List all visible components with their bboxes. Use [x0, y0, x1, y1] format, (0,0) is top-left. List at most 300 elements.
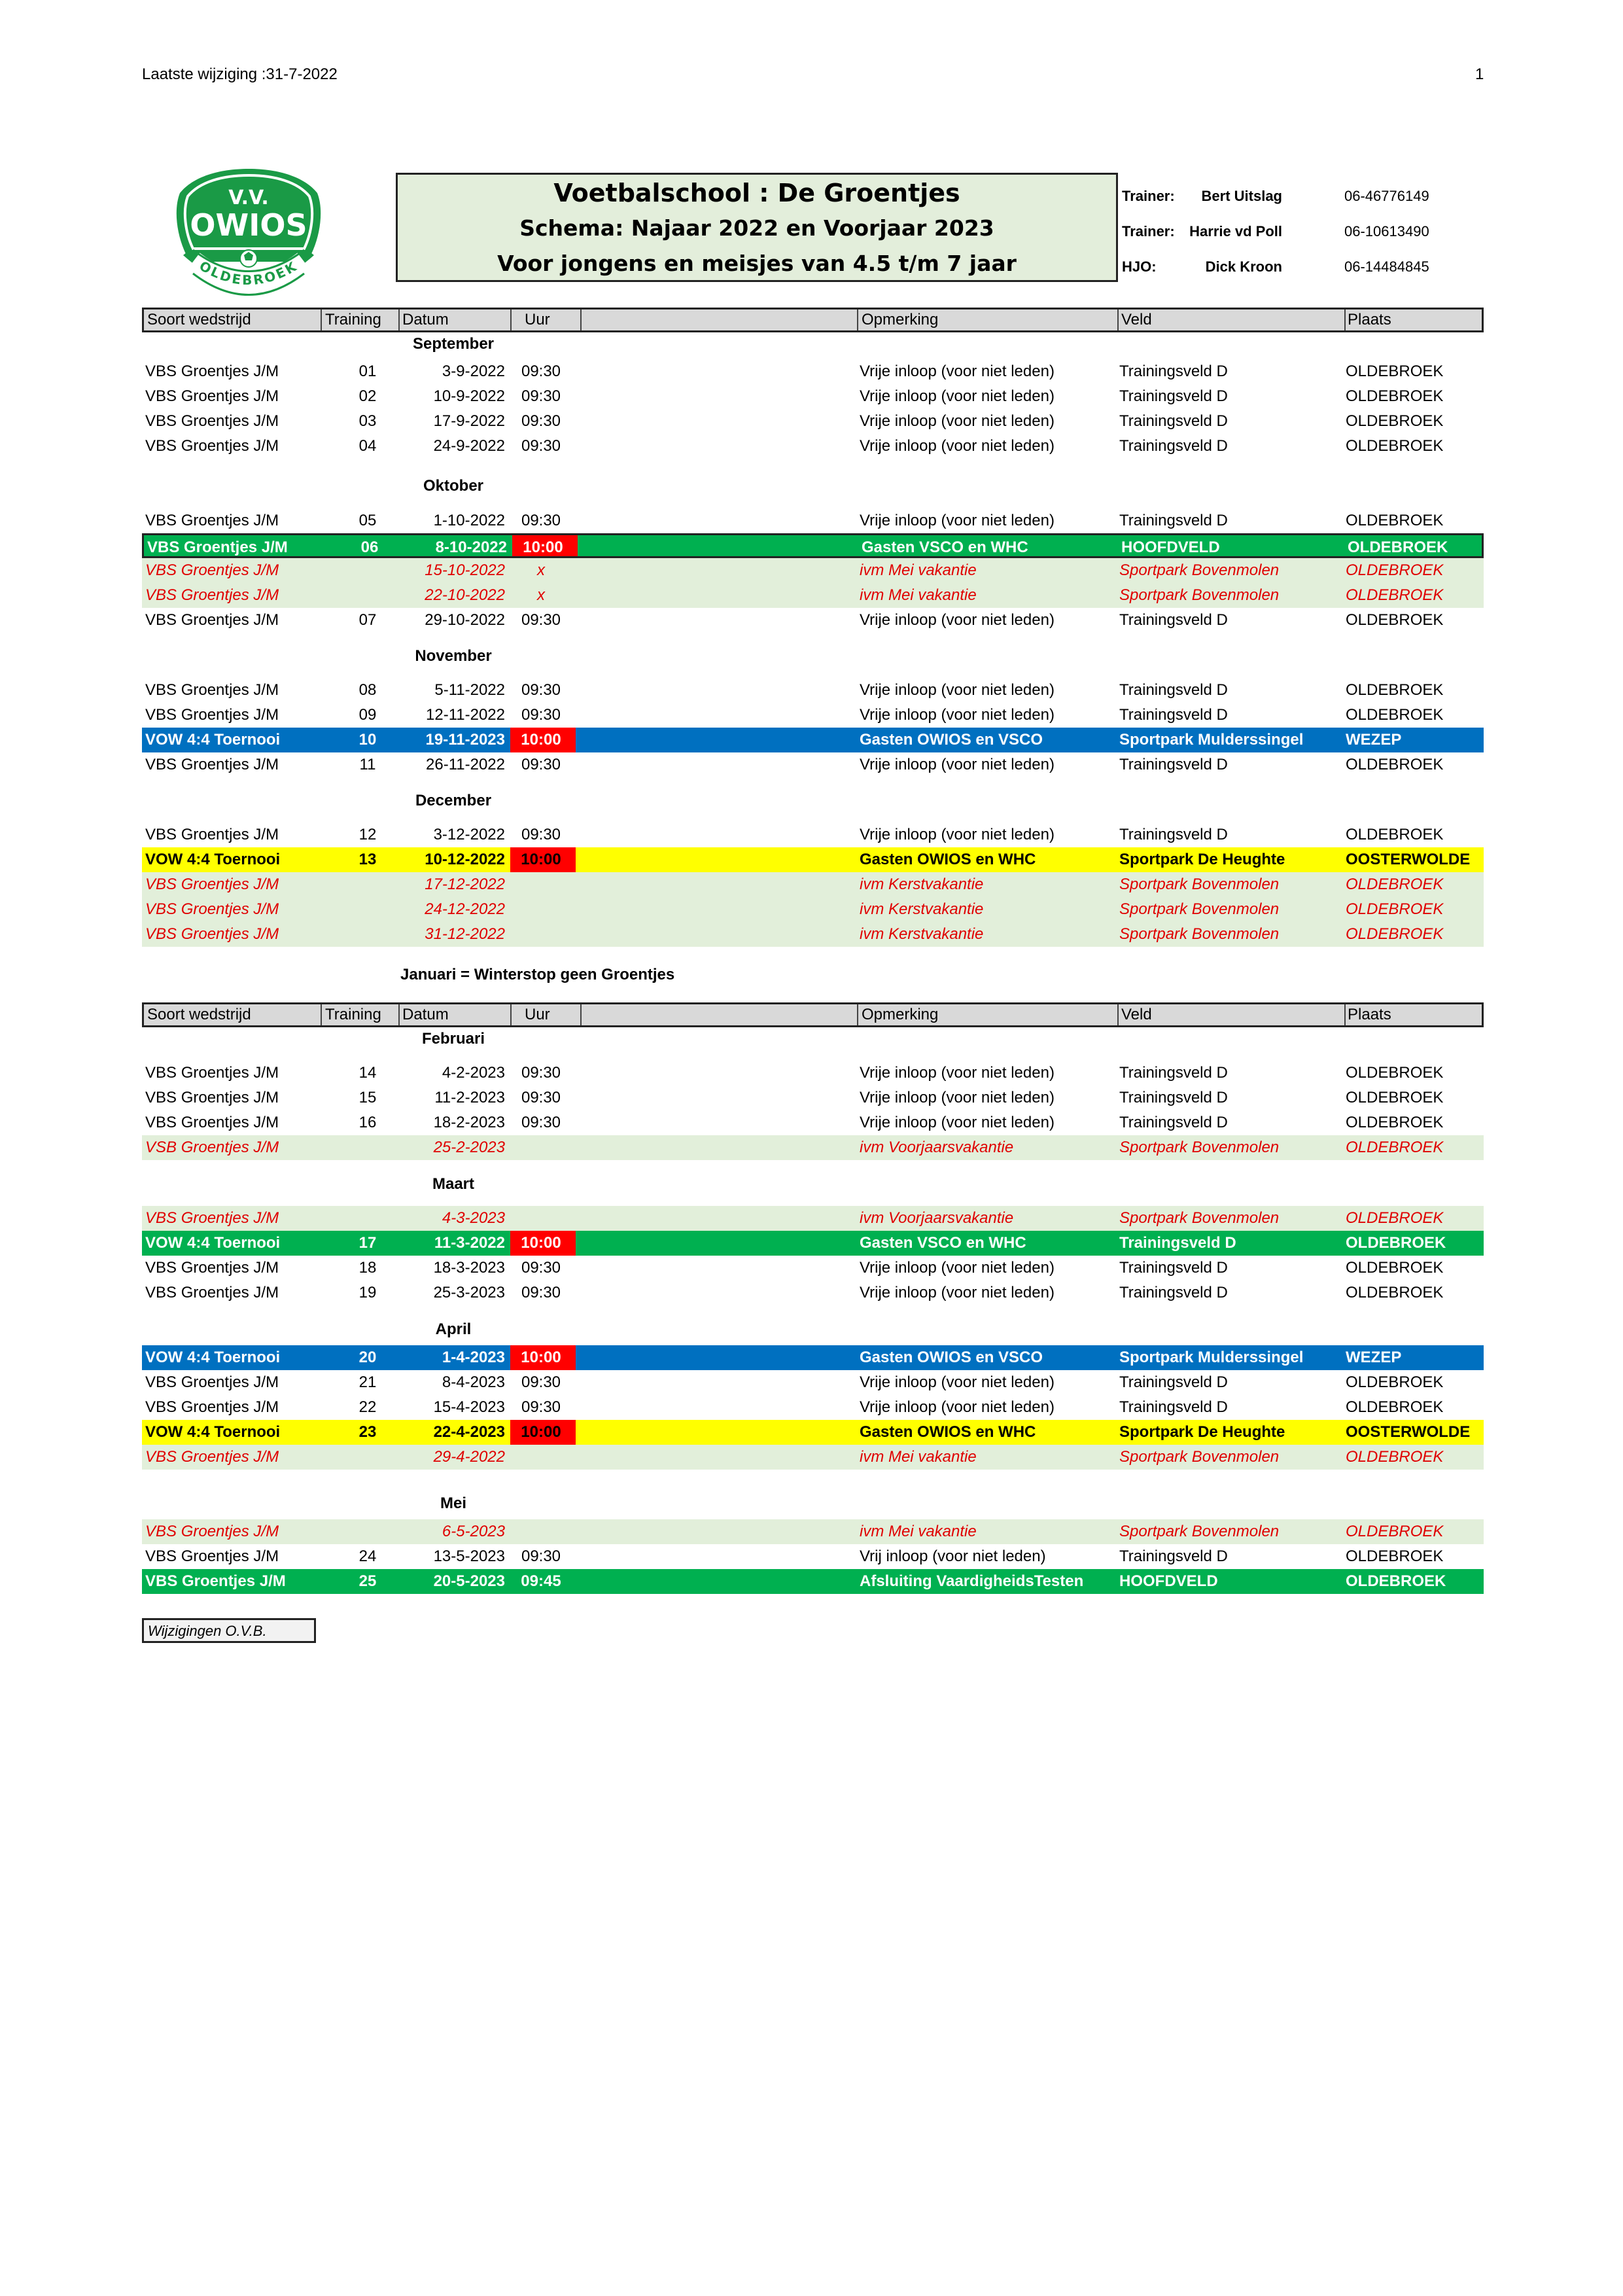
cell-soort: VBS Groentjes J/M: [145, 1448, 279, 1466]
contact-name: Harrie vd Poll: [1189, 223, 1282, 239]
table-row: [142, 434, 1484, 459]
cell-datum: 4-3-2023: [442, 1209, 505, 1227]
table-row: [142, 872, 1484, 897]
title-line-2: Schema: Najaar 2022 en Voorjaar 2023: [519, 215, 994, 241]
cell-uur: 10:00: [523, 539, 563, 556]
cell-veld: Trainingsveld D: [1119, 412, 1228, 430]
cell-uur: 10:00: [521, 851, 561, 868]
cell-veld: Trainingsveld D: [1119, 1373, 1228, 1391]
cell-datum: 10-12-2022: [425, 851, 505, 868]
cell-soort: VBS Groentjes J/M: [145, 875, 279, 893]
cell-opmerking: Gasten OWIOS en VSCO: [860, 1349, 1043, 1366]
cell-uur: 09:30: [521, 611, 561, 629]
cell-uur: 09:45: [521, 1572, 561, 1590]
cell-plaats: OLDEBROEK: [1346, 1114, 1444, 1131]
title-line-3: Voor jongens en meisjes van 4.5 t/m 7 jaar: [497, 251, 1017, 276]
cell-veld: Trainingsveld D: [1119, 1114, 1228, 1131]
column-header-datum: Datum: [402, 1006, 449, 1023]
table-row: [142, 1395, 1484, 1420]
cell-soort: VBS Groentjes J/M: [145, 437, 279, 455]
cell-uur: 09:30: [521, 1547, 561, 1565]
cell-opmerking: ivm Kerstvakantie: [860, 900, 984, 918]
cell-soort: VBS Groentjes J/M: [145, 1064, 279, 1082]
table-row: [142, 384, 1484, 409]
cell-veld: Sportpark De Heughte: [1119, 1423, 1285, 1441]
cell-datum: 1-10-2022: [433, 512, 505, 529]
column-divider: [321, 309, 322, 330]
cell-datum: 29-10-2022: [425, 611, 505, 629]
cell-uur: 09:30: [521, 1259, 561, 1277]
cell-datum: 8-4-2023: [442, 1373, 505, 1391]
cell-soort: VBS Groentjes J/M: [145, 586, 279, 604]
cell-plaats: OLDEBROEK: [1346, 1209, 1444, 1227]
cell-plaats: OLDEBROEK: [1346, 387, 1444, 405]
cell-opmerking: Vrije inloop (voor niet leden): [860, 706, 1055, 724]
table-row: [142, 703, 1484, 728]
cell-plaats: OLDEBROEK: [1346, 437, 1444, 455]
cell-opmerking: ivm Mei vakantie: [860, 1448, 977, 1466]
cell-datum: 25-2-2023: [433, 1139, 505, 1156]
cell-veld: HOOFDVELD: [1119, 1572, 1218, 1590]
table-row: [142, 608, 1484, 633]
cell-veld: Trainingsveld D: [1119, 756, 1228, 773]
cell-datum: 11-2-2023: [434, 1089, 505, 1106]
cell-plaats: OLDEBROEK: [1348, 539, 1448, 556]
cell-soort: VOW 4:4 Toernooi: [145, 731, 281, 749]
cell-training: 21: [358, 1373, 377, 1391]
table-row: [142, 1231, 1484, 1256]
logo-top-text: V.V.: [228, 186, 269, 209]
cell-veld: Sportpark Mulderssingel: [1119, 731, 1304, 749]
cell-soort: VBS Groentjes J/M: [145, 756, 279, 773]
table-row: [142, 1370, 1484, 1395]
cell-opmerking: Vrij inloop (voor niet leden): [860, 1547, 1046, 1565]
cell-opmerking: Vrije inloop (voor niet leden): [860, 362, 1055, 380]
contact-role: Trainer:: [1122, 223, 1175, 239]
cell-opmerking: ivm Mei vakantie: [860, 561, 977, 579]
cell-soort: VBS Groentjes J/M: [145, 1398, 279, 1416]
table-row: [142, 1086, 1484, 1110]
column-header-plaats: Plaats: [1348, 1006, 1391, 1023]
cell-soort: VBS Groentjes J/M: [145, 826, 279, 843]
cell-soort: VOW 4:4 Toernooi: [145, 1234, 281, 1252]
cell-plaats: WEZEP: [1346, 731, 1402, 749]
table-row: [142, 1280, 1484, 1305]
cell-soort: VBS Groentjes J/M: [145, 925, 279, 943]
cell-datum: 8-10-2022: [435, 539, 507, 556]
column-header-opmerking: Opmerking: [862, 311, 939, 328]
cell-veld: Sportpark Bovenmolen: [1119, 1139, 1280, 1156]
cell-veld: Trainingsveld D: [1119, 387, 1228, 405]
cell-plaats: OLDEBROEK: [1346, 611, 1444, 629]
cell-training: 11: [359, 756, 376, 773]
cell-plaats: OOSTERWOLDE: [1346, 851, 1471, 868]
cell-soort: VBS Groentjes J/M: [145, 900, 279, 918]
cell-datum: 1-4-2023: [442, 1349, 505, 1366]
cell-plaats: OLDEBROEK: [1346, 1547, 1444, 1565]
table-header-row: [142, 308, 1484, 332]
table-row: [142, 1345, 1484, 1370]
column-divider: [321, 1004, 322, 1025]
cell-plaats: OLDEBROEK: [1346, 1448, 1444, 1466]
cell-training: 03: [358, 412, 377, 430]
cell-training: 17: [358, 1234, 377, 1252]
cell-soort: VBS Groentjes J/M: [145, 1284, 279, 1301]
cell-opmerking: Vrije inloop (voor niet leden): [860, 1284, 1055, 1301]
table-row: [142, 897, 1484, 922]
cell-plaats: OLDEBROEK: [1346, 756, 1444, 773]
cell-datum: 18-3-2023: [433, 1259, 505, 1277]
footer-note: Wijzigingen O.V.B.: [142, 1618, 316, 1643]
cell-opmerking: Vrije inloop (voor niet leden): [860, 1089, 1055, 1106]
cell-opmerking: ivm Voorjaarsvakantie: [860, 1139, 1014, 1156]
table-row: [142, 1256, 1484, 1280]
cell-plaats: OLDEBROEK: [1346, 681, 1444, 699]
cell-soort: VBS Groentjes J/M: [145, 706, 279, 724]
column-header-soort: Soort wedstrijd: [147, 311, 251, 328]
cell-training: 10: [358, 731, 377, 749]
month-label: Mei: [440, 1494, 466, 1512]
month-label: Februari: [421, 1030, 485, 1048]
table-row: [142, 1420, 1484, 1445]
cell-veld: Sportpark Bovenmolen: [1119, 900, 1280, 918]
month-label: April: [435, 1320, 472, 1338]
cell-veld: Trainingsveld D: [1119, 1284, 1228, 1301]
cell-soort: VBS Groentjes J/M: [145, 1114, 279, 1131]
column-header-soort: Soort wedstrijd: [147, 1006, 251, 1023]
cell-training: 09: [358, 706, 377, 724]
cell-opmerking: ivm Mei vakantie: [860, 586, 977, 604]
cell-veld: Sportpark Mulderssingel: [1119, 1349, 1304, 1366]
cell-soort: VBS Groentjes J/M: [145, 387, 279, 405]
month-label: November: [415, 647, 492, 665]
cell-plaats: WEZEP: [1346, 1349, 1402, 1366]
cell-soort: VSB Groentjes J/M: [145, 1139, 279, 1156]
cell-plaats: OLDEBROEK: [1346, 1284, 1444, 1301]
cell-plaats: OLDEBROEK: [1346, 875, 1444, 893]
cell-opmerking: Gasten OWIOS en WHC: [860, 1423, 1036, 1441]
cell-uur: 09:30: [521, 1398, 561, 1416]
cell-datum: 3-9-2022: [442, 362, 505, 380]
cell-uur: 09:30: [521, 1284, 561, 1301]
table-row: [142, 1061, 1484, 1086]
cell-datum: 15-4-2023: [433, 1398, 505, 1416]
title-line-1: Voetbalschool : De Groentjes: [553, 179, 960, 207]
cell-plaats: OLDEBROEK: [1346, 1259, 1444, 1277]
cell-datum: 24-12-2022: [425, 900, 505, 918]
column-divider: [1117, 309, 1119, 330]
month-label: Oktober: [423, 477, 483, 495]
column-divider: [398, 309, 400, 330]
table-row: [142, 1206, 1484, 1231]
cell-training: 04: [358, 437, 377, 455]
cell-soort: VOW 4:4 Toernooi: [145, 1349, 281, 1366]
cell-plaats: OLDEBROEK: [1346, 512, 1444, 529]
cell-training: 13: [358, 851, 377, 868]
column-divider: [398, 1004, 400, 1025]
cell-datum: 19-11-2023: [425, 731, 505, 749]
column-divider: [1117, 1004, 1119, 1025]
table-row: [142, 1544, 1484, 1569]
contact-phone: 06-10613490: [1344, 223, 1429, 239]
table-row: [142, 1519, 1484, 1544]
cell-uur: 09:30: [521, 412, 561, 430]
contact-phone: 06-14484845: [1344, 258, 1429, 275]
logo-name-text: OWIOS: [190, 207, 307, 243]
cell-soort: VBS Groentjes J/M: [145, 681, 279, 699]
cell-opmerking: Vrije inloop (voor niet leden): [860, 611, 1055, 629]
cell-opmerking: Vrije inloop (voor niet leden): [860, 412, 1055, 430]
cell-datum: 17-12-2022: [425, 875, 505, 893]
cell-plaats: OLDEBROEK: [1346, 925, 1444, 943]
column-header-datum: Datum: [402, 311, 449, 328]
cell-datum: 20-5-2023: [433, 1572, 505, 1590]
cell-uur: 09:30: [521, 826, 561, 843]
cell-plaats: OLDEBROEK: [1346, 1572, 1446, 1590]
cell-training: 07: [358, 611, 377, 629]
cell-opmerking: ivm Mei vakantie: [860, 1523, 977, 1540]
contact-role: Trainer:: [1122, 188, 1175, 204]
cell-training: 14: [358, 1064, 377, 1082]
cell-veld: Trainingsveld D: [1119, 706, 1228, 724]
cell-veld: Trainingsveld D: [1119, 1064, 1228, 1082]
month-label: December: [415, 792, 492, 809]
cell-datum: 29-4-2022: [433, 1448, 505, 1466]
cell-opmerking: ivm Kerstvakantie: [860, 875, 984, 893]
cell-uur: 09:30: [521, 1064, 561, 1082]
table-row: [142, 728, 1484, 752]
cell-training: 06: [360, 539, 379, 556]
cell-plaats: OLDEBROEK: [1346, 900, 1444, 918]
cell-veld: Sportpark Bovenmolen: [1119, 586, 1280, 604]
cell-datum: 25-3-2023: [433, 1284, 505, 1301]
cell-datum: 22-4-2023: [433, 1423, 505, 1441]
cell-opmerking: Gasten OWIOS en VSCO: [860, 731, 1043, 749]
cell-datum: 13-5-2023: [433, 1547, 505, 1565]
cell-veld: Trainingsveld D: [1119, 1547, 1228, 1565]
cell-training: 20: [358, 1349, 377, 1366]
cell-datum: 31-12-2022: [425, 925, 505, 943]
cell-plaats: OLDEBROEK: [1346, 1139, 1444, 1156]
cell-datum: 17-9-2022: [433, 412, 505, 430]
cell-plaats: OLDEBROEK: [1346, 1523, 1444, 1540]
cell-soort: VBS Groentjes J/M: [145, 1523, 279, 1540]
table-row: [142, 847, 1484, 872]
cell-veld: Sportpark De Heughte: [1119, 851, 1285, 868]
contact-phone: 06-46776149: [1344, 188, 1429, 204]
cell-opmerking: ivm Kerstvakantie: [860, 925, 984, 943]
title-box: [396, 173, 1118, 282]
cell-plaats: OLDEBROEK: [1346, 362, 1444, 380]
cell-opmerking: Gasten OWIOS en WHC: [860, 851, 1036, 868]
cell-plaats: OLDEBROEK: [1346, 1373, 1444, 1391]
cell-veld: Trainingsveld D: [1119, 1398, 1228, 1416]
cell-training: 23: [358, 1423, 377, 1441]
cell-training: 19: [358, 1284, 377, 1301]
cell-opmerking: Vrije inloop (voor niet leden): [860, 1259, 1055, 1277]
column-header-veld: Veld: [1121, 311, 1152, 328]
table-row: [142, 1569, 1484, 1594]
cell-veld: Sportpark Bovenmolen: [1119, 1209, 1280, 1227]
cell-plaats: OLDEBROEK: [1346, 561, 1444, 579]
cell-veld: Trainingsveld D: [1119, 1089, 1228, 1106]
cell-training: 24: [358, 1547, 377, 1565]
contact-name: Dick Kroon: [1205, 258, 1282, 275]
cell-veld: Trainingsveld D: [1119, 611, 1228, 629]
cell-datum: 10-9-2022: [433, 387, 505, 405]
contact-row: [1122, 258, 1462, 278]
cell-soort: VOW 4:4 Toernooi: [145, 1423, 281, 1441]
cell-veld: Sportpark Bovenmolen: [1119, 1448, 1280, 1466]
column-header-training: Training: [325, 311, 381, 328]
column-header-training: Training: [325, 1006, 381, 1023]
contact-role: HJO:: [1122, 258, 1157, 275]
table-row: [142, 1445, 1484, 1470]
column-divider: [510, 309, 512, 330]
cell-uur: 09:30: [521, 706, 561, 724]
cell-opmerking: Vrije inloop (voor niet leden): [860, 1398, 1055, 1416]
table-row: [142, 1110, 1484, 1135]
cell-opmerking: Vrije inloop (voor niet leden): [860, 437, 1055, 455]
cell-veld: Trainingsveld D: [1119, 437, 1228, 455]
cell-plaats: OLDEBROEK: [1346, 826, 1444, 843]
cell-veld: Trainingsveld D: [1119, 1234, 1236, 1252]
cell-datum: 15-10-2022: [425, 561, 505, 579]
column-header-plaats: Plaats: [1348, 311, 1391, 328]
cell-training: 02: [358, 387, 377, 405]
contact-name: Bert Uitslag: [1201, 188, 1282, 204]
table-row: [142, 922, 1484, 947]
cell-datum: 12-11-2022: [426, 706, 505, 724]
table-row: [142, 678, 1484, 703]
cell-veld: Trainingsveld D: [1119, 512, 1228, 529]
table-row: [142, 533, 1484, 558]
cell-datum: 11-3-2022: [434, 1234, 505, 1252]
cell-training: 25: [358, 1572, 377, 1590]
cell-uur: 09:30: [521, 512, 561, 529]
club-logo: [167, 164, 330, 304]
cell-opmerking: Vrije inloop (voor niet leden): [860, 1373, 1055, 1391]
cell-training: 18: [358, 1259, 377, 1277]
cell-opmerking: Vrije inloop (voor niet leden): [860, 387, 1055, 405]
column-divider: [580, 309, 582, 330]
cell-opmerking: Afsluiting VaardigheidsTesten: [860, 1572, 1084, 1590]
cell-soort: VBS Groentjes J/M: [145, 412, 279, 430]
cell-uur: 09:30: [521, 387, 561, 405]
cell-uur: x: [537, 586, 545, 604]
logo-bottom-text: OLDEBROEK: [196, 257, 301, 289]
cell-training: 22: [358, 1398, 377, 1416]
cell-veld: Sportpark Bovenmolen: [1119, 1523, 1280, 1540]
cell-uur: 10:00: [521, 1423, 561, 1441]
table-row: [142, 558, 1484, 583]
column-header-uur: Uur: [525, 311, 550, 328]
cell-training: 05: [358, 512, 377, 529]
cell-opmerking: Vrije inloop (voor niet leden): [860, 1064, 1055, 1082]
column-header-uur: Uur: [525, 1006, 550, 1023]
table-row: [142, 583, 1484, 608]
column-divider: [510, 1004, 512, 1025]
cell-training: 16: [358, 1114, 377, 1131]
cell-soort: VBS Groentjes J/M: [145, 1089, 279, 1106]
cell-soort: VBS Groentjes J/M: [145, 611, 279, 629]
table-header-row: [142, 1002, 1484, 1027]
cell-soort: VBS Groentjes J/M: [147, 539, 288, 556]
column-divider: [857, 309, 858, 330]
cell-uur: 10:00: [521, 731, 561, 749]
cell-plaats: OOSTERWOLDE: [1346, 1423, 1471, 1441]
cell-soort: VBS Groentjes J/M: [145, 512, 279, 529]
cell-plaats: OLDEBROEK: [1346, 1089, 1444, 1106]
cell-soort: VBS Groentjes J/M: [145, 1259, 279, 1277]
column-divider: [580, 1004, 582, 1025]
column-divider: [1344, 1004, 1346, 1025]
cell-plaats: OLDEBROEK: [1346, 1234, 1446, 1252]
cell-training: 01: [358, 362, 377, 380]
table-row: [142, 409, 1484, 434]
column-header-veld: Veld: [1121, 1006, 1152, 1023]
table-row: [142, 752, 1484, 777]
cell-opmerking: Vrije inloop (voor niet leden): [860, 756, 1055, 773]
cell-datum: 6-5-2023: [442, 1523, 505, 1540]
cell-soort: VBS Groentjes J/M: [145, 1572, 286, 1590]
cell-training: 15: [358, 1089, 377, 1106]
month-label: September: [412, 335, 495, 353]
cell-veld: Trainingsveld D: [1119, 362, 1228, 380]
table-row: [142, 822, 1484, 847]
cell-datum: 18-2-2023: [433, 1114, 505, 1131]
cell-soort: VBS Groentjes J/M: [145, 1209, 279, 1227]
cell-uur: 09:30: [521, 681, 561, 699]
cell-veld: Sportpark Bovenmolen: [1119, 561, 1280, 579]
winterstop-note: Januari = Winterstop geen Groentjes: [400, 966, 675, 983]
cell-plaats: OLDEBROEK: [1346, 1064, 1444, 1082]
cell-soort: VOW 4:4 Toernooi: [145, 851, 281, 868]
cell-uur: 09:30: [521, 1089, 561, 1106]
cell-plaats: OLDEBROEK: [1346, 586, 1444, 604]
cell-plaats: OLDEBROEK: [1346, 706, 1444, 724]
table-row: [142, 1135, 1484, 1160]
month-label: Maart: [432, 1175, 475, 1193]
cell-datum: 4-2-2023: [442, 1064, 505, 1082]
cell-opmerking: Vrije inloop (voor niet leden): [860, 1114, 1055, 1131]
cell-soort: VBS Groentjes J/M: [145, 1373, 279, 1391]
cell-plaats: OLDEBROEK: [1346, 412, 1444, 430]
cell-uur: 09:30: [521, 362, 561, 380]
page-number: 1: [1475, 65, 1484, 83]
column-divider: [857, 1004, 858, 1025]
cell-veld: Sportpark Bovenmolen: [1119, 925, 1280, 943]
cell-uur: 09:30: [521, 756, 561, 773]
cell-opmerking: ivm Voorjaarsvakantie: [860, 1209, 1014, 1227]
cell-soort: VBS Groentjes J/M: [145, 362, 279, 380]
contact-row: [1122, 188, 1462, 207]
cell-datum: 3-12-2022: [433, 826, 505, 843]
cell-opmerking: Gasten VSCO en WHC: [860, 1234, 1026, 1252]
cell-datum: 5-11-2022: [434, 681, 505, 699]
cell-uur: 10:00: [521, 1234, 561, 1252]
cell-training: 08: [358, 681, 377, 699]
cell-uur: 09:30: [521, 1114, 561, 1131]
cell-datum: 26-11-2022: [426, 756, 505, 773]
cell-veld: HOOFDVELD: [1121, 539, 1220, 556]
cell-veld: Sportpark Bovenmolen: [1119, 875, 1280, 893]
cell-soort: VBS Groentjes J/M: [145, 561, 279, 579]
cell-veld: Trainingsveld D: [1119, 681, 1228, 699]
cell-uur: 09:30: [521, 437, 561, 455]
cell-opmerking: Vrije inloop (voor niet leden): [860, 512, 1055, 529]
cell-datum: 22-10-2022: [425, 586, 505, 604]
